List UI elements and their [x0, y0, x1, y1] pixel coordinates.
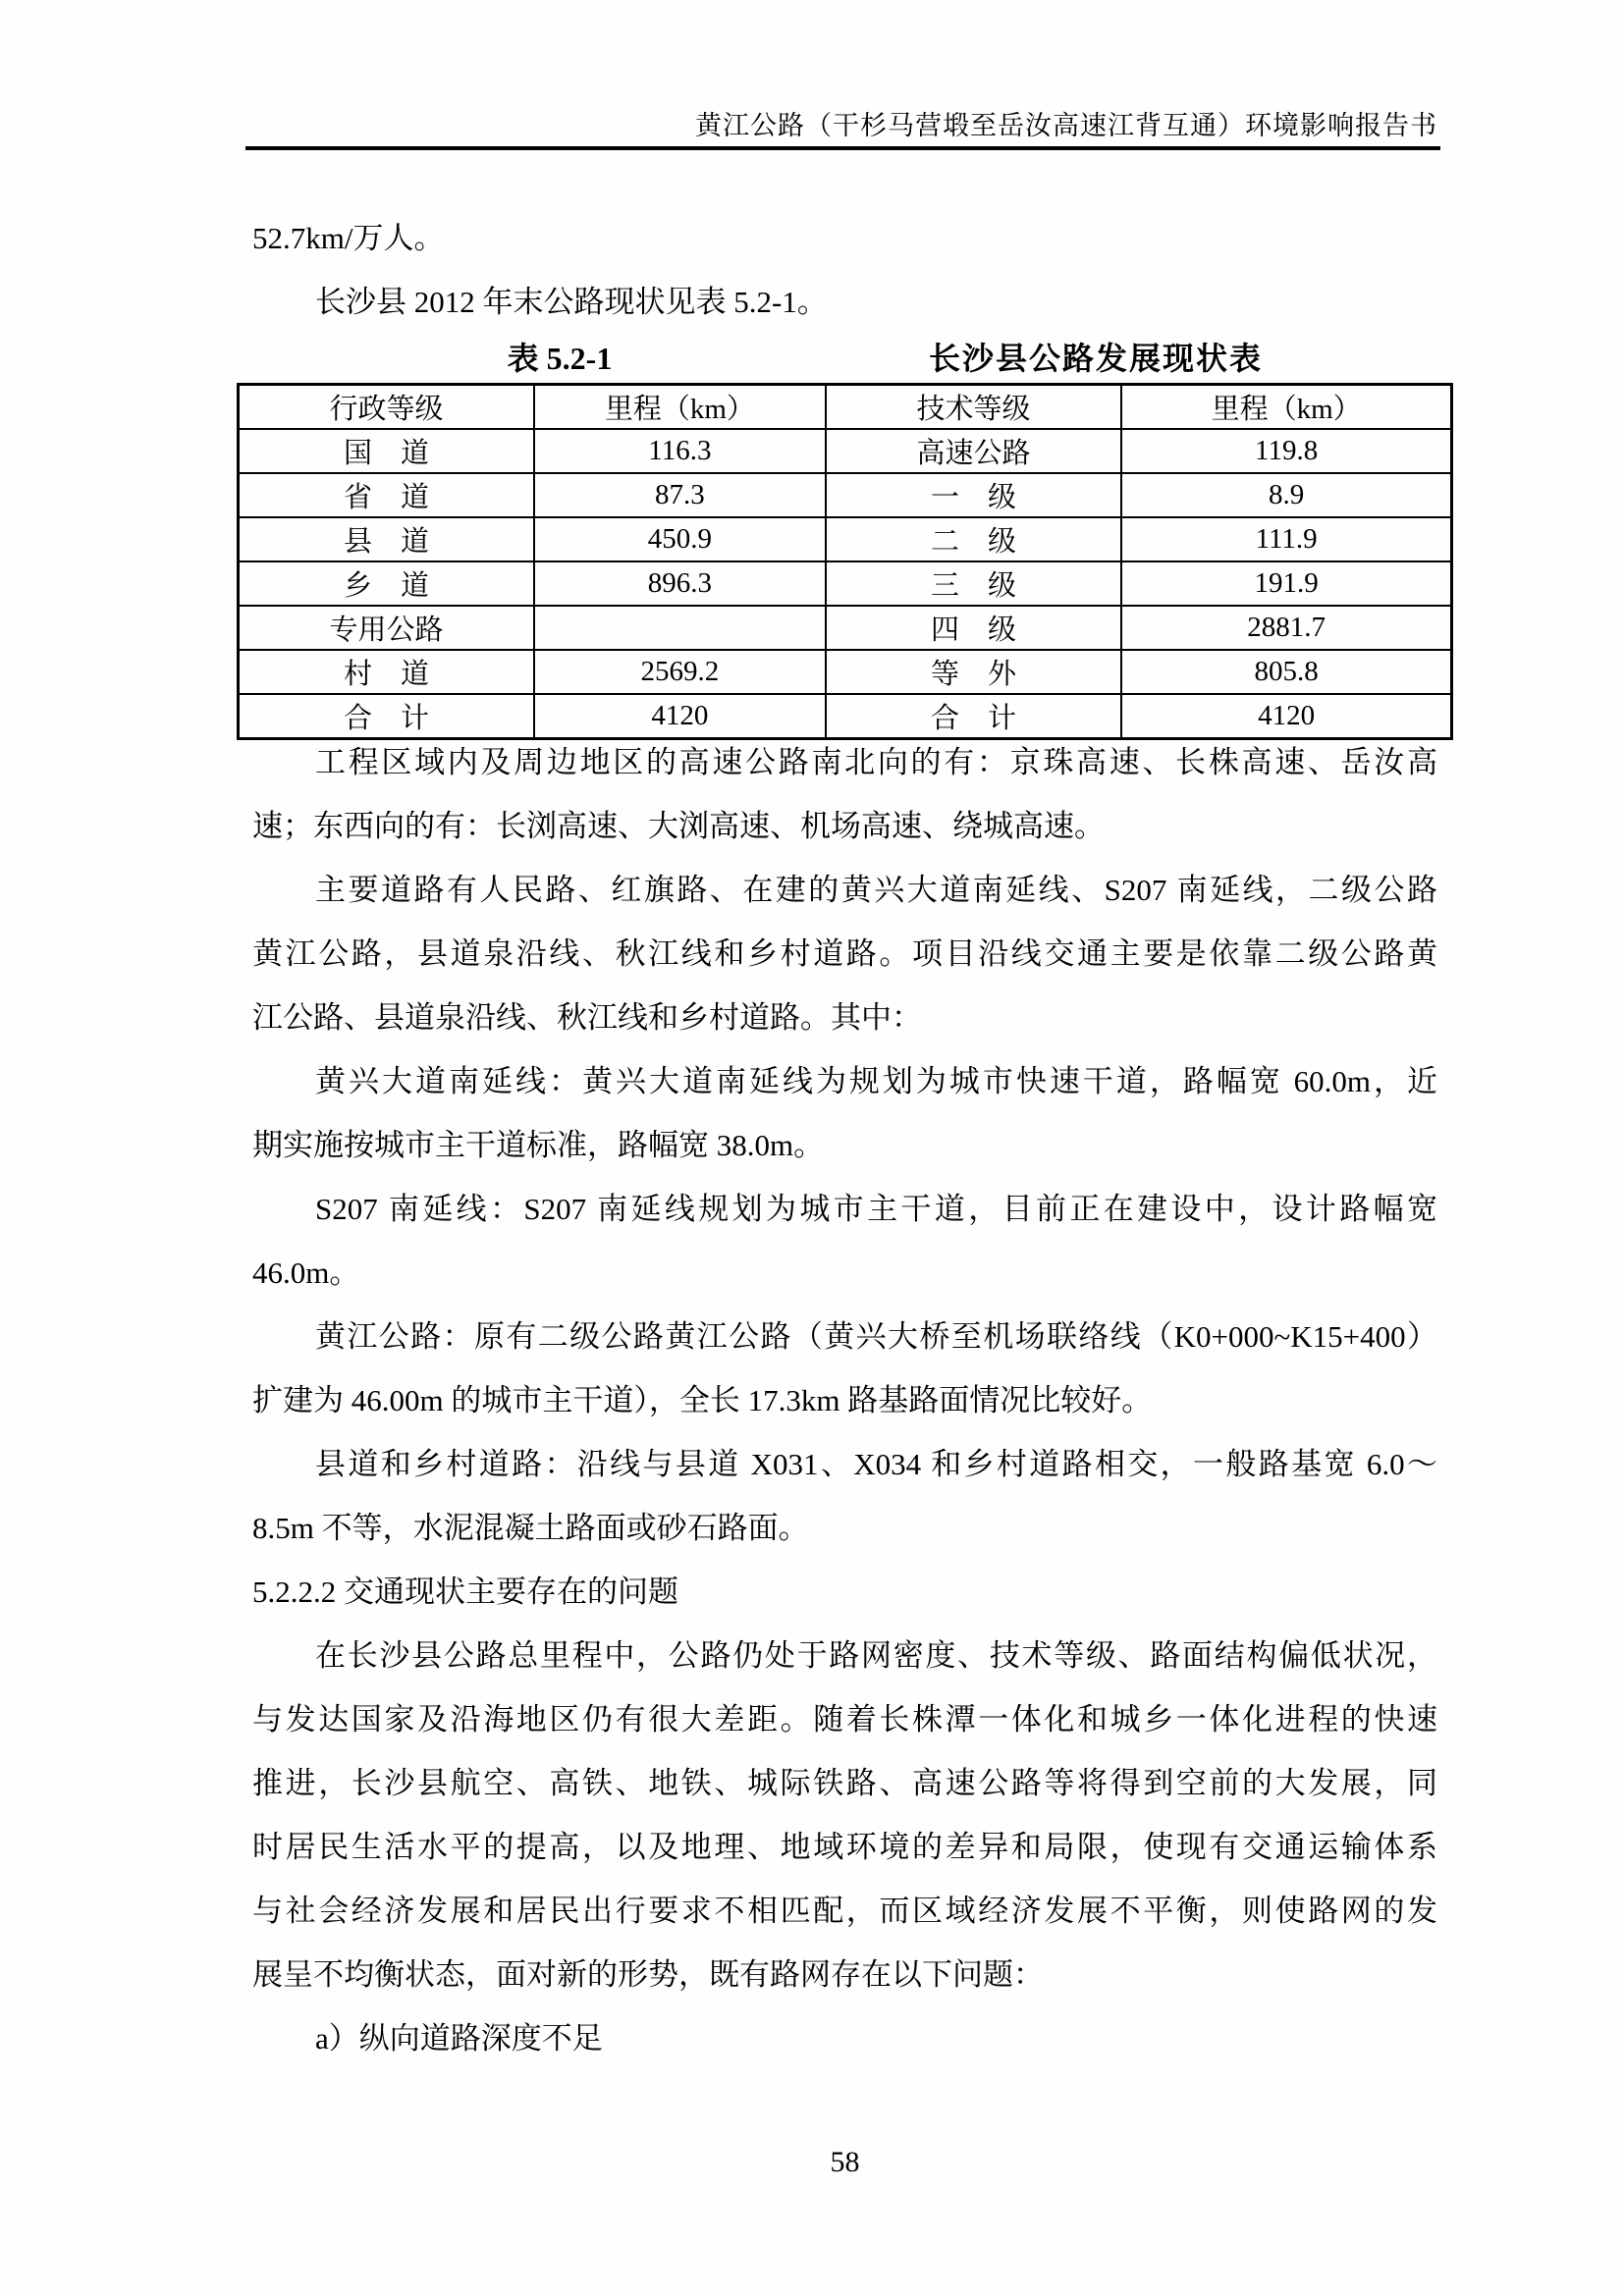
body-text-line: a）纵向道路深度不足: [315, 2021, 603, 2056]
road-table-header: [239, 385, 1452, 430]
table-header-row: [239, 385, 1452, 430]
table-caption: [252, 334, 1437, 383]
body-text-line: 主要道路有人民路、红旗路、在建的黄兴大道南延线、S207 南延线，二级公路: [315, 873, 1437, 907]
table-cell: 等 外: [826, 650, 1122, 694]
body-text-line: S207 南延线：S207 南延线规划为城市主干道，目前正在建设中，设计路幅宽: [315, 1192, 1437, 1226]
body-text-line: 期实施按城市主干道标准，路幅宽 38.0m。: [252, 1128, 825, 1162]
body-text-line: 与发达国家及沿海地区仍有很大差距。随着长株潭一体化和城乡一体化进程的快速: [252, 1702, 1437, 1736]
body-text-line: 推进，长沙县航空、高铁、地铁、城际铁路、高速公路等将得到空前的大发展，同: [252, 1766, 1437, 1800]
body-text-line: 长沙县 2012 年末公路现状见表 5.2-1。: [315, 285, 828, 319]
body-text-line: 与社会经济发展和居民出行要求不相匹配，而区域经济发展不平衡，则使路网的发: [252, 1894, 1437, 1928]
table-row: [239, 429, 1452, 473]
table-row: [239, 517, 1452, 561]
table-cell: 省 道: [239, 473, 535, 517]
table-row: [239, 606, 1452, 650]
table-row: [239, 561, 1452, 606]
body-text-line: 在长沙县公路总里程中，公路仍处于路网密度、技术等级、路面结构偏低状况，: [315, 1638, 1437, 1673]
paragraphs-after-table: [252, 730, 1437, 2070]
body-text-line: 黄江公路：原有二级公路黄江公路（黄兴大桥至机场联络线（K0+000~K15+400）: [315, 1319, 1437, 1354]
table-cell: 专用公路: [239, 606, 535, 650]
body-text-line: 展呈不均衡状态，面对新的形势，既有路网存在以下问题：: [252, 1957, 1044, 1992]
body-text-line: 江公路、县道泉沿线、秋江线和乡村道路。其中：: [252, 1000, 922, 1035]
table-cell: 村 道: [239, 650, 535, 694]
table-cell: 2569.2: [534, 650, 826, 694]
table-cell: 县 道: [239, 517, 535, 561]
table-cell: 乡 道: [239, 561, 535, 606]
table-cell: 三 级: [826, 561, 1122, 606]
running-header-title: 黄江公路（干杉马营塅至岳汝高速江背互通）环境影响报告书: [695, 111, 1437, 140]
table-header-cell: 里程（km）: [1121, 385, 1451, 430]
table-cell: [534, 606, 826, 650]
table-cell: 111.9: [1121, 517, 1451, 561]
content-column: [252, 206, 1437, 2070]
table-cell: 8.9: [1121, 473, 1451, 517]
body-text-line: 52.7km/万人。: [252, 221, 445, 255]
table-cell: 二 级: [826, 517, 1122, 561]
table-cell: 4120: [534, 694, 826, 739]
table-row: [239, 650, 1452, 694]
table-header-cell: 技术等级: [826, 385, 1122, 430]
table-caption-title: 长沙县公路发展现状表: [928, 341, 1264, 376]
table-cell: 191.9: [1121, 561, 1451, 606]
header-rule-divider: [245, 146, 1440, 150]
table-cell: 450.9: [534, 517, 826, 561]
body-text-line: 46.0m。: [252, 1255, 360, 1290]
body-text-line: 工程区域内及周边地区的高速公路南北向的有：京珠高速、长株高速、岳汝高: [315, 745, 1437, 779]
body-text-line: 扩建为 46.00m 的城市主干道），全长 17.3km 路基路面情况比较好。: [252, 1383, 1153, 1417]
table-header-cell: 行政等级: [239, 385, 535, 430]
table-cell: 国 道: [239, 429, 535, 473]
body-text-line: 黄兴大道南延线：黄兴大道南延线为规划为城市快速干道，路幅宽 60.0m，近: [315, 1064, 1437, 1098]
body-text-line: 黄江公路，县道泉沿线、秋江线和乡村道路。项目沿线交通主要是依靠二级公路黄: [252, 936, 1437, 971]
table-cell: 87.3: [534, 473, 826, 517]
table-cell: 高速公路: [826, 429, 1122, 473]
paragraphs-before-table: [252, 206, 1437, 334]
table-cell: 4120: [1121, 694, 1451, 739]
body-text-line: 5.2.2.2 交通现状主要存在的问题: [252, 1575, 678, 1609]
table-caption-number: 表 5.2-1: [507, 341, 613, 376]
body-text-line: 时居民生活水平的提高，以及地理、地域环境的差异和局限，使现有交通运输体系: [252, 1830, 1437, 1864]
road-table-body: [239, 429, 1452, 739]
table-cell: 119.8: [1121, 429, 1451, 473]
table-cell: 四 级: [826, 606, 1122, 650]
table-header-cell: 里程（km）: [534, 385, 826, 430]
page-number: 58: [830, 2146, 860, 2178]
table-cell: 896.3: [534, 561, 826, 606]
body-text-line: 县道和乡村道路：沿线与县道 X031、X034 和乡村道路相交，一般路基宽 6.0～: [315, 1447, 1437, 1481]
table-cell: 805.8: [1121, 650, 1451, 694]
table-cell: 合 计: [239, 694, 535, 739]
body-text-line: 8.5m 不等，水泥混凝土路面或砂石路面。: [252, 1511, 809, 1545]
table-cell: 合 计: [826, 694, 1122, 739]
body-text-line: 速；东西向的有：长浏高速、大浏高速、机场高速、绕城高速。: [252, 809, 1105, 843]
table-row: [239, 473, 1452, 517]
table-cell: 一 级: [826, 473, 1122, 517]
table-cell: 116.3: [534, 429, 826, 473]
road-status-table: [237, 383, 1453, 740]
table-cell: 2881.7: [1121, 606, 1451, 650]
